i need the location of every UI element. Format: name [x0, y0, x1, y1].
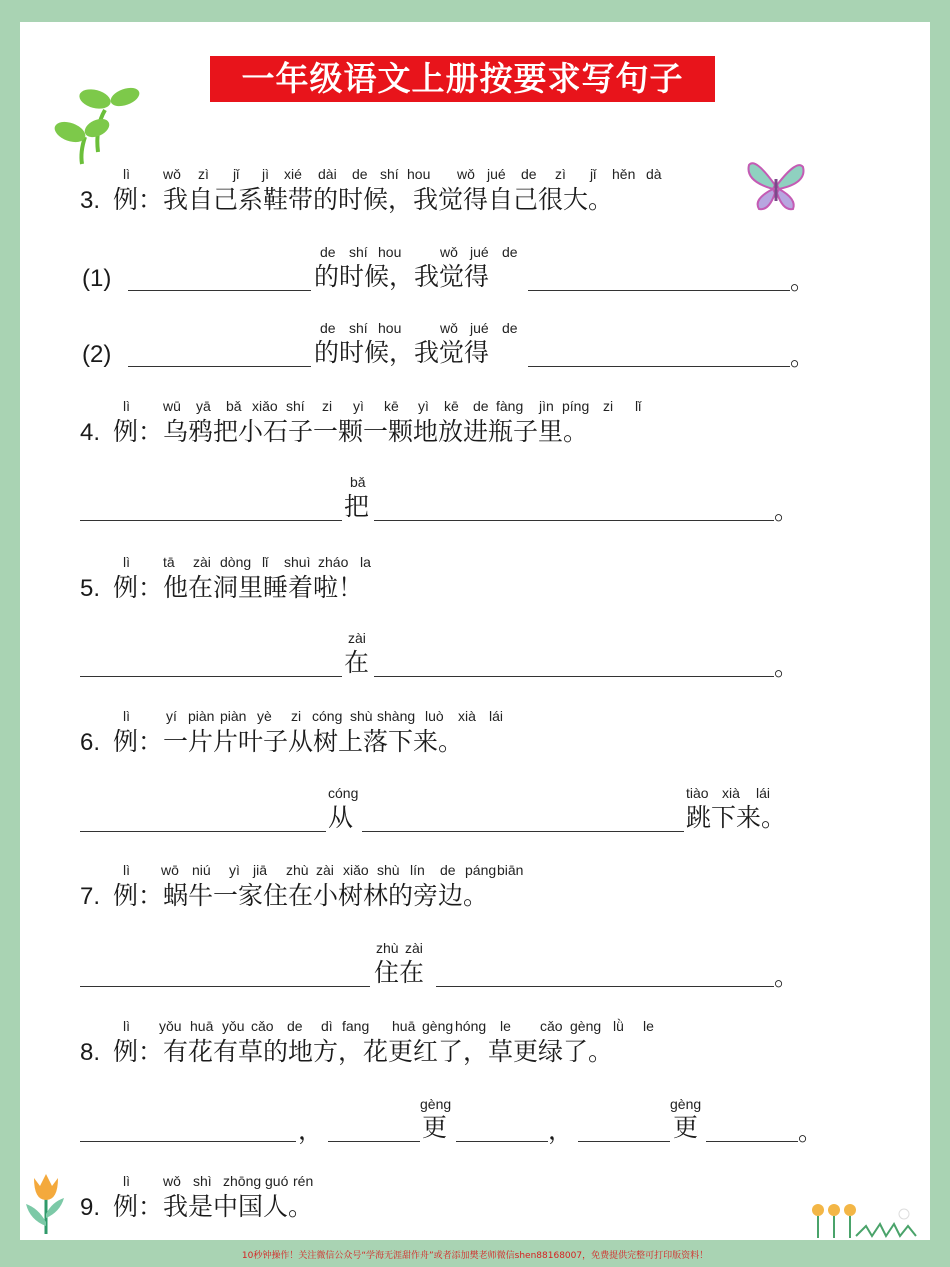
pinyin: jué: [487, 166, 506, 182]
sub-label: (2): [82, 341, 112, 368]
answer-blank[interactable]: [328, 1141, 420, 1142]
pinyin: huā: [392, 1018, 416, 1034]
pinyin: de: [287, 1018, 303, 1034]
pinyin: bǎ: [350, 474, 366, 490]
pinyin: jì: [262, 166, 269, 182]
period: 。: [798, 1117, 824, 1146]
question-number: 7.: [80, 883, 101, 910]
pinyin: le: [500, 1018, 511, 1034]
pinyin: huā: [190, 1018, 214, 1034]
pinyin: de: [473, 398, 489, 414]
pinyin: de: [440, 862, 456, 878]
pinyin: de: [320, 320, 336, 336]
pinyin: xiǎo: [343, 862, 369, 878]
answer-blank[interactable]: [80, 986, 370, 987]
answer-blank[interactable]: [436, 986, 774, 987]
pinyin: luò: [425, 708, 444, 724]
pinyin: dài: [318, 166, 337, 182]
keyword: 更: [673, 1113, 699, 1142]
pinyin: gèng: [570, 1018, 602, 1034]
prompt-text: 的时候，我觉得: [314, 338, 490, 367]
answer-blank[interactable]: [128, 366, 311, 367]
pinyin: kē: [384, 398, 399, 414]
answer-blank[interactable]: [528, 290, 790, 291]
pinyin: kē: [444, 398, 459, 414]
pinyin: shí: [349, 244, 368, 260]
pinyin: biān: [497, 862, 524, 878]
answer-blank[interactable]: [706, 1141, 798, 1142]
pinyin: zháo: [318, 554, 349, 570]
pinyin: zì: [198, 166, 209, 182]
pinyin: wō: [161, 862, 179, 878]
answer-blank[interactable]: [456, 1141, 548, 1142]
answer-blank[interactable]: [80, 1141, 296, 1142]
pinyin: gèng: [670, 1096, 702, 1112]
period: 。: [774, 652, 800, 681]
footer-note: 10秒钟操作！关注微信公众号“学海无涯甜作舟”或者添加樊老师微信shen88168007，免费提供完整可打印版资料！: [241, 1251, 709, 1261]
pinyin: dì: [321, 1018, 333, 1034]
pinyin: cóng: [328, 785, 359, 801]
pinyin: hou: [378, 244, 402, 260]
pinyin: hou: [378, 320, 402, 336]
pinyin: yì: [418, 398, 429, 414]
pinyin: páng: [465, 862, 497, 878]
pinyin: yǒu: [159, 1018, 182, 1034]
pinyin: lì: [123, 862, 130, 878]
pinyin: lái: [756, 785, 771, 801]
pinyin: cǎo: [540, 1018, 563, 1034]
pinyin: jué: [470, 320, 489, 336]
pinyin: jǐ: [590, 166, 597, 182]
pinyin: de: [352, 166, 368, 182]
pinyin: wǒ: [440, 320, 458, 336]
example-sentence: 例：一片片叶子从树上落下来。: [113, 727, 464, 756]
pinyin: shì: [193, 1173, 212, 1189]
pinyin: dòng: [220, 554, 252, 570]
pinyin: tiào: [686, 785, 709, 801]
example-sentence: 例：乌鸦把小石子一颗一颗地放进瓶子里。: [113, 417, 589, 446]
keyword: 住在: [374, 958, 425, 987]
answer-blank[interactable]: [374, 520, 774, 521]
pinyin: wǒ: [163, 1173, 181, 1189]
period: 。: [790, 342, 816, 371]
pinyin: lín: [410, 862, 425, 878]
pinyin: de: [521, 166, 537, 182]
pinyin: gèng: [422, 1018, 454, 1034]
pinyin: lǐ: [635, 398, 642, 414]
pinyin: piàn: [188, 708, 215, 724]
pinyin: shí: [286, 398, 305, 414]
example-sentence: 例：蜗牛一家住在小树林的旁边。: [113, 881, 489, 910]
pinyin: fàng: [496, 398, 524, 414]
pinyin: gèng: [420, 1096, 452, 1112]
pinyin: de: [320, 244, 336, 260]
pinyin: le: [643, 1018, 654, 1034]
pinyin: yā: [196, 398, 211, 414]
pinyin: piàn: [220, 708, 247, 724]
pinyin: shí: [349, 320, 368, 336]
pinyin: guó: [265, 1173, 289, 1189]
pinyin: dà: [646, 166, 662, 182]
flowers-icon: [806, 1200, 921, 1242]
example-sentence: 例：他在洞里睡着啦！: [113, 573, 364, 602]
pinyin: bǎ: [226, 398, 242, 414]
pinyin: cǎo: [251, 1018, 274, 1034]
keyword: 更: [422, 1113, 448, 1142]
period: 。: [774, 496, 800, 525]
pinyin: xià: [458, 708, 476, 724]
pinyin: zì: [555, 166, 566, 182]
pinyin: yì: [353, 398, 364, 414]
pinyin: tā: [163, 554, 175, 570]
pinyin: shuì: [284, 554, 311, 570]
tulip-icon: [22, 1168, 70, 1236]
pinyin: xié: [284, 166, 302, 182]
pinyin: zài: [316, 862, 334, 878]
keyword: 从: [328, 803, 354, 832]
pinyin: la: [360, 554, 371, 570]
answer-blank[interactable]: [80, 831, 326, 832]
answer-blank[interactable]: [374, 676, 774, 677]
answer-blank[interactable]: [528, 366, 790, 367]
pinyin: hóng: [455, 1018, 487, 1034]
pinyin: lì: [123, 1173, 130, 1189]
sub-label: (1): [82, 265, 112, 292]
pinyin: wǒ: [457, 166, 475, 182]
pinyin: hěn: [612, 166, 636, 182]
pinyin: lì: [123, 398, 130, 414]
pinyin: zài: [348, 630, 366, 646]
pinyin: wǒ: [440, 244, 458, 260]
prompt-text: 的时候，我觉得: [314, 262, 490, 291]
period: 。: [790, 266, 816, 295]
pinyin: yǒu: [222, 1018, 245, 1034]
pinyin: cóng: [312, 708, 343, 724]
question-number: 9.: [80, 1194, 101, 1221]
pinyin: lì: [123, 708, 130, 724]
question-number: 8.: [80, 1039, 101, 1066]
pinyin: wū: [163, 398, 181, 414]
butterfly-icon: [745, 157, 807, 213]
pinyin: lái: [489, 708, 504, 724]
pinyin: lǐ: [262, 554, 269, 570]
pinyin: shù: [350, 708, 373, 724]
comma: ，: [298, 1116, 324, 1145]
comma: ，: [548, 1116, 574, 1145]
pinyin: shù: [377, 862, 400, 878]
pinyin: de: [502, 320, 518, 336]
question-number: 4.: [80, 419, 101, 446]
question-number: 6.: [80, 729, 101, 756]
pinyin: lì: [123, 554, 130, 570]
answer-blank[interactable]: [80, 676, 342, 677]
pinyin: yè: [257, 708, 272, 724]
answer-blank[interactable]: [578, 1141, 670, 1142]
pinyin: xià: [722, 785, 740, 801]
keyword: 在: [344, 648, 370, 677]
pinyin: zi: [603, 398, 614, 414]
pinyin: shàng: [377, 708, 416, 724]
pinyin: fang: [342, 1018, 370, 1034]
pinyin: rén: [293, 1173, 314, 1189]
keyword: 跳下来。: [686, 803, 787, 832]
pinyin: lì: [123, 1018, 130, 1034]
example-sentence: 例：我自己系鞋带的时候，我觉得自己很大。: [113, 185, 614, 214]
pinyin: zài: [405, 940, 423, 956]
pinyin: jué: [470, 244, 489, 260]
pinyin: de: [502, 244, 518, 260]
pinyin: wǒ: [163, 166, 181, 182]
answer-blank[interactable]: [80, 520, 342, 521]
pinyin: píng: [562, 398, 590, 414]
pinyin: yí: [166, 708, 177, 724]
pinyin: zi: [322, 398, 333, 414]
question-number: 3.: [80, 187, 101, 214]
pinyin: niú: [192, 862, 211, 878]
sprout-icon: [50, 82, 145, 167]
answer-blank[interactable]: [128, 290, 311, 291]
pinyin: jǐ: [233, 166, 240, 182]
pinyin: yì: [229, 862, 240, 878]
pinyin: jìn: [539, 398, 554, 414]
pinyin: jiā: [253, 862, 268, 878]
question-number: 5.: [80, 575, 101, 602]
page-title: 一年级语文上册按要求写句子: [210, 56, 715, 102]
pinyin: lì: [123, 166, 130, 182]
pinyin: zhù: [376, 940, 399, 956]
pinyin: hou: [407, 166, 431, 182]
period: 。: [774, 962, 800, 991]
pinyin: zài: [193, 554, 211, 570]
keyword: 把: [344, 492, 370, 521]
pinyin: shí: [380, 166, 399, 182]
answer-blank[interactable]: [362, 831, 684, 832]
example-sentence: 例：我是中国人。: [113, 1192, 314, 1221]
pinyin: xiǎo: [252, 398, 278, 414]
example-sentence: 例：有花有草的地方，花更红了，草更绿了。: [113, 1037, 614, 1066]
pinyin: lǜ: [613, 1018, 624, 1034]
pinyin: zhōng: [223, 1173, 262, 1189]
pinyin: zhù: [286, 862, 309, 878]
pinyin: zi: [291, 708, 302, 724]
